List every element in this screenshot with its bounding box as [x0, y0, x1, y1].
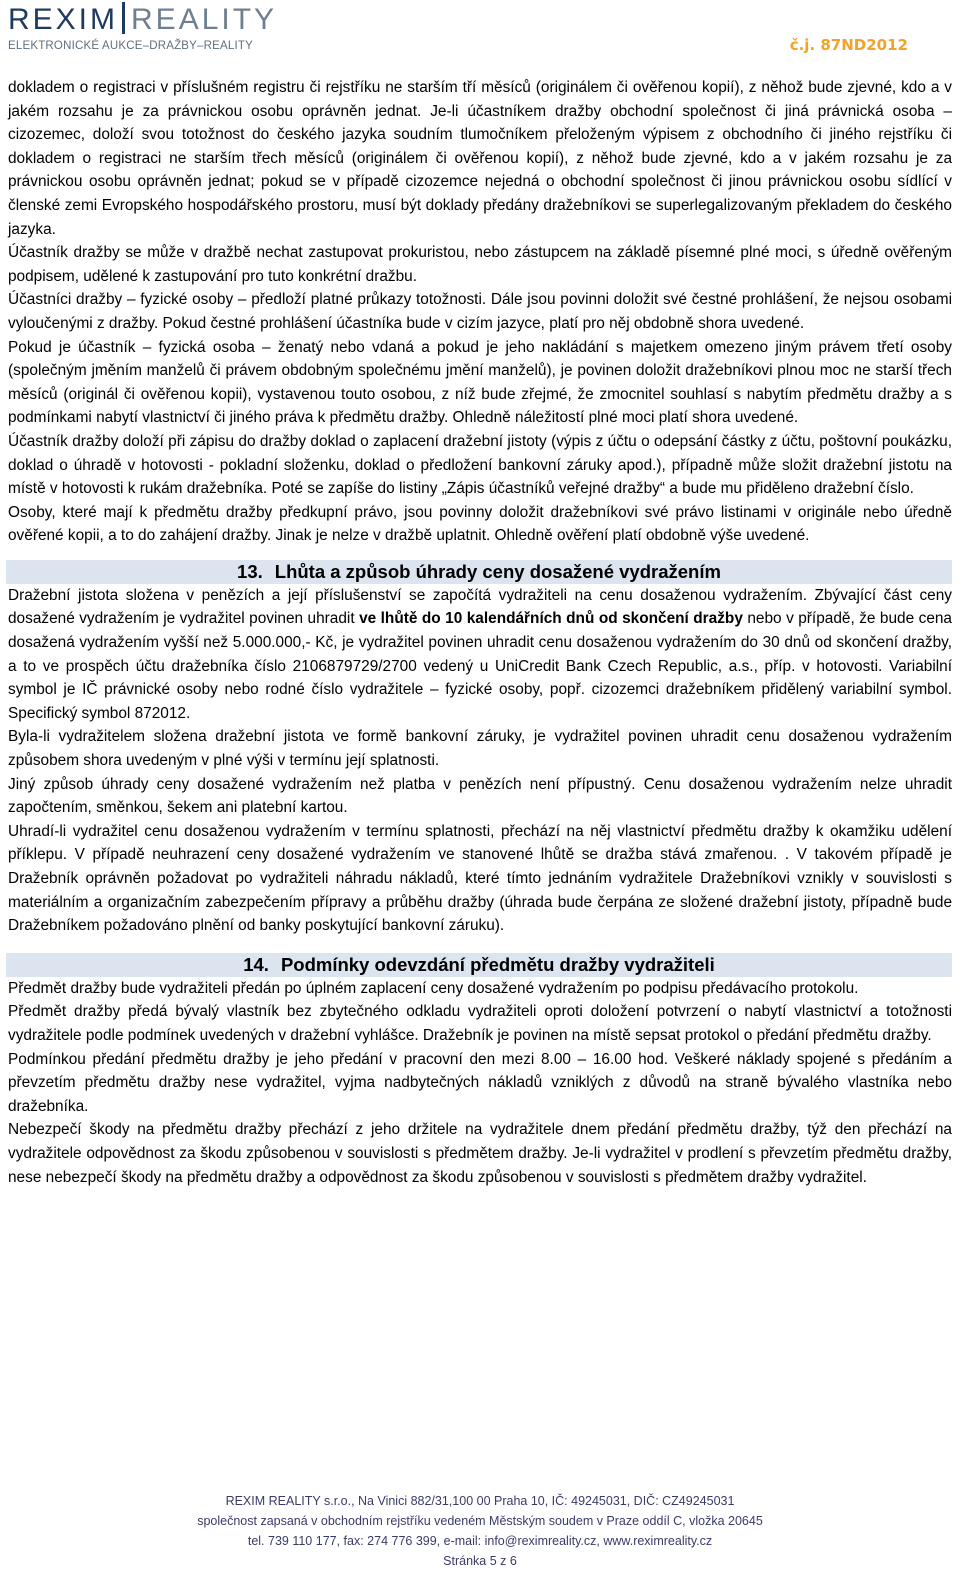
paragraph: Nebezpečí škody na předmětu dražby přechází z jeho držitele na vydražitele dnem předání předmětu dražby, týž den přechází na vydražitele odpovědnost za škodu způsobenou v souvislosti s předmětem dražby. Je-li vydražitel v prodlení s převzetím předmětu dražby, nese nebezpečí škody na předmětu dražby a odpovědnost za škodu způsobenou v souvislosti s předmětem dražby vydražitel. — [8, 1121, 952, 1186]
section-title: Lhůta a způsob úhrady ceny dosažené vydražením — [274, 560, 721, 582]
paragraph: Předmět dražby bude vydražiteli předán po úplném zaplacení ceny dosažené vydražením po podpisu předávacího protokolu. — [8, 979, 859, 997]
section-14-heading — [6, 953, 952, 977]
payment-deadline-emphasis: ve lhůtě do 10 kalendářních dnů od skončení dražby — [359, 610, 743, 628]
page-number: Stránka 5 z 6 — [443, 1554, 517, 1568]
rexim-reality-logo — [8, 2, 278, 56]
paragraph: Předmět dražby předá bývalý vlastník bez zbytečného odkladu vydražiteli oproti doložení potvrzení o nabytí vlastnictví a totožnosti vydražitele podle podmínek uvedených v dražební vyhlášce. Dražebník je povinen na místě sepsat protokol o předání předmětu dražby. — [8, 1003, 952, 1044]
page-header — [0, 0, 960, 60]
paragraph: Pokud je účastník – fyzická osoba – ženatý nebo vdaná a pokud je jeho nakládání s majetkem omezeno jiným právem třetí osoby (společným jměním manželů či právem obdobným společnému jmění manželů), je povinen doložit dražebníkovi plnou moc ne starší třech měsíců (originál či ověřenou kopii), vystavenou touto osobou, z níž bude zřejmé, že zmocnitel souhlasí s nabytím předmětu dražby a s podmínkami nabytí vlastnictví či jiného práva k předmětu dražby. Ohledně náležitostí plné moci platí shora uvedené. — [8, 338, 952, 427]
logo-word-reality: REALITY — [131, 3, 278, 36]
paragraph: dokladem o registraci v příslušném registru či rejstříku ne starším tří měsíců (originálem či ověřenou kopií), z něhož bude zjevné, kdo a v jakém rozsahu je za právnickou osobu oprávněn jednat. Je-li účastníkem dražby obchodní společnost či jiná právnická osoba – cizozemec, doloží svou totožnost do českého jazyka soudním tlumočníkem přeloženým výpisem z obchodního či jiného rejstříku či dokladem o registraci ne starším třech měsíců (originálem či ověřenou kopií), z něhož bude zjevné, kdo a v jakém rozsahu je za právnickou osobu oprávněn jednat; pokud se v případě cizozemce nejedná o obchodní společnost či jinou právnickou osobu sídlící v členské zemi Evropského hospodářského prostoru, musí být doklady předány dražebníkovi se superlegalizovaným překladem do českého jazyka. — [8, 79, 952, 238]
logo-tagline: ELEKTRONICKÉ AUKCE–DRAŽBY–REALITY — [8, 40, 253, 52]
paragraph: Účastníci dražby – fyzické osoby – předloží platné průkazy totožnosti. Dále jsou povinni doložit své čestné prohlášení, že nejsou osobami vyloučenými z dražby. Pokud čestné prohlášení účastníka bude v cizím jazyce, platí pro něj obdobně shora uvedené. — [8, 291, 952, 332]
paragraph: Účastník dražby doloží při zápisu do dražby doklad o zaplacení dražební jistoty (výpis z účtu o odepsání částky z účtu, poštovní poukázku, doklad o úhradě v hotovosti - pokladní složenku, doklad o předložení bankovní záruky apod.), případně může složit dražební jistotu na místě v hotovosti k rukám dražebníka. Poté se zapíše do listiny „Zápis účastníků veřejné dražby“ a bude mu přiděleno dražební číslo. — [8, 432, 952, 498]
document-body — [8, 76, 952, 1189]
document-reference: č.j. 87ND2012 — [789, 36, 908, 54]
section-number: 14. — [243, 953, 269, 975]
footer-registry-line: společnost zapsaná v obchodním rejstříku vedeném Městským soudem v Praze oddíl C, vložka 20645 — [197, 1514, 763, 1528]
logo-divider — [122, 2, 125, 34]
paragraph-text: nebo v případě, že bude cena dosažená vydražením vyšší než 5.000.000,- Kč, je vydražitel povinen uhradit cenu dosaženou vydražením do 30 dnů od skončení dražby, a to ve prospěch účtu dražebníka číslo 2106879729/2700 vedený u UniCredit Bank Czech Republic, a.s., příp. v hotovosti. Variabilní symbol je IČ právnické osoby nebo rodné číslo vydražitele – fyzické osoby, popř. cizozemci dražebníkem přidělený variabilní symbol. Specifický symbol 872012. — [8, 610, 952, 722]
paragraph: Byla-li vydražitelem složena dražební jistota ve formě bankovní záruky, je vydražitel povinen uhradit cenu dosaženou vydražením způsobem shora uvedeným v plné výši v termínu její splatnosti. — [8, 728, 952, 770]
paragraph — [8, 584, 952, 726]
paragraph-text: Dražební jistota složena v penězích a její příslušenství se započítá vydražiteli na cenu dosaženou vydražením. Zbývající část ceny dosažené vydražením je vydražitel povinen uhradit — [8, 586, 952, 628]
paragraph: Účastník dražby se může v dražbě nechat zastupovat prokuristou, nebo zástupcem na základě písemné plné moci, s úředně ověřeným podpisem, udělené k zastupování pro tuto konkrétní dražbu. — [8, 244, 952, 285]
section-13-heading — [6, 560, 952, 584]
logo-word-rexim: REXIM — [8, 3, 119, 36]
section-number: 13. — [237, 560, 263, 582]
footer-company-line: REXIM REALITY s.r.o., Na Vinici 882/31,100 00 Praha 10, IČ: 49245031, DIČ: CZ49245031 — [225, 1494, 735, 1508]
section-title: Podmínky odevzdání předmětu dražby vydražiteli — [280, 953, 715, 975]
footer-contact-line: tel. 739 110 177, fax: 274 776 399, e-mail: info@reximreality.cz, www.reximreality.cz — [247, 1534, 713, 1548]
page-footer — [0, 1491, 960, 1571]
logo-wordmark — [8, 2, 277, 37]
paragraph: Podmínkou předání předmětu dražby je jeho předání v pracovní den mezi 8.00 – 16.00 hod. Veškeré náklady spojené s předáním a převzetím předmětu dražby nese vydražitel, vyjma nadbytečných nákladů vzniklých z důvodů na straně bývalého vlastníka nebo dražebníka. — [8, 1050, 952, 1115]
paragraph: Osoby, které mají k předmětu dražby předkupní právo, jsou povinny doložit dražebníkovi své právo listinami v originále nebo úředně ověřené kopii, a to do zahájení dražby. Jinak je nelze v dražbě uplatnit. Ohledně ověření platí obdobně výše uvedené. — [8, 503, 952, 545]
paragraph: Jiný způsob úhrady ceny dosažené vydražením než platba v penězích není přípustný. Cenu dosaženou vydražením nelze uhradit započtením, směnkou, šekem ani platební kartou. — [8, 775, 952, 817]
paragraph: Uhradí-li vydražitel cenu dosaženou vydražením v termínu splatnosti, přechází na něj vlastnictví předmětu dražby k okamžiku udělení příklepu. V případě neuhrazení ceny dosažené vydražením ve stanovené lhůtě se dražba stává zmařenou. . V takovém případě je Dražebník oprávněn požadovat po vydražiteli náhradu nákladů, které tímto jednáním vydražitele Dražebníkovi vznikly v souvislosti s materiálním a organizačním zabezpečením přípravy a průběhu dražby (úhrada bude čerpána ze složené dražební jistoty, případně bude Dražebníkem požadováno plnění od banky poskytující bankovní záruku). — [8, 822, 952, 935]
